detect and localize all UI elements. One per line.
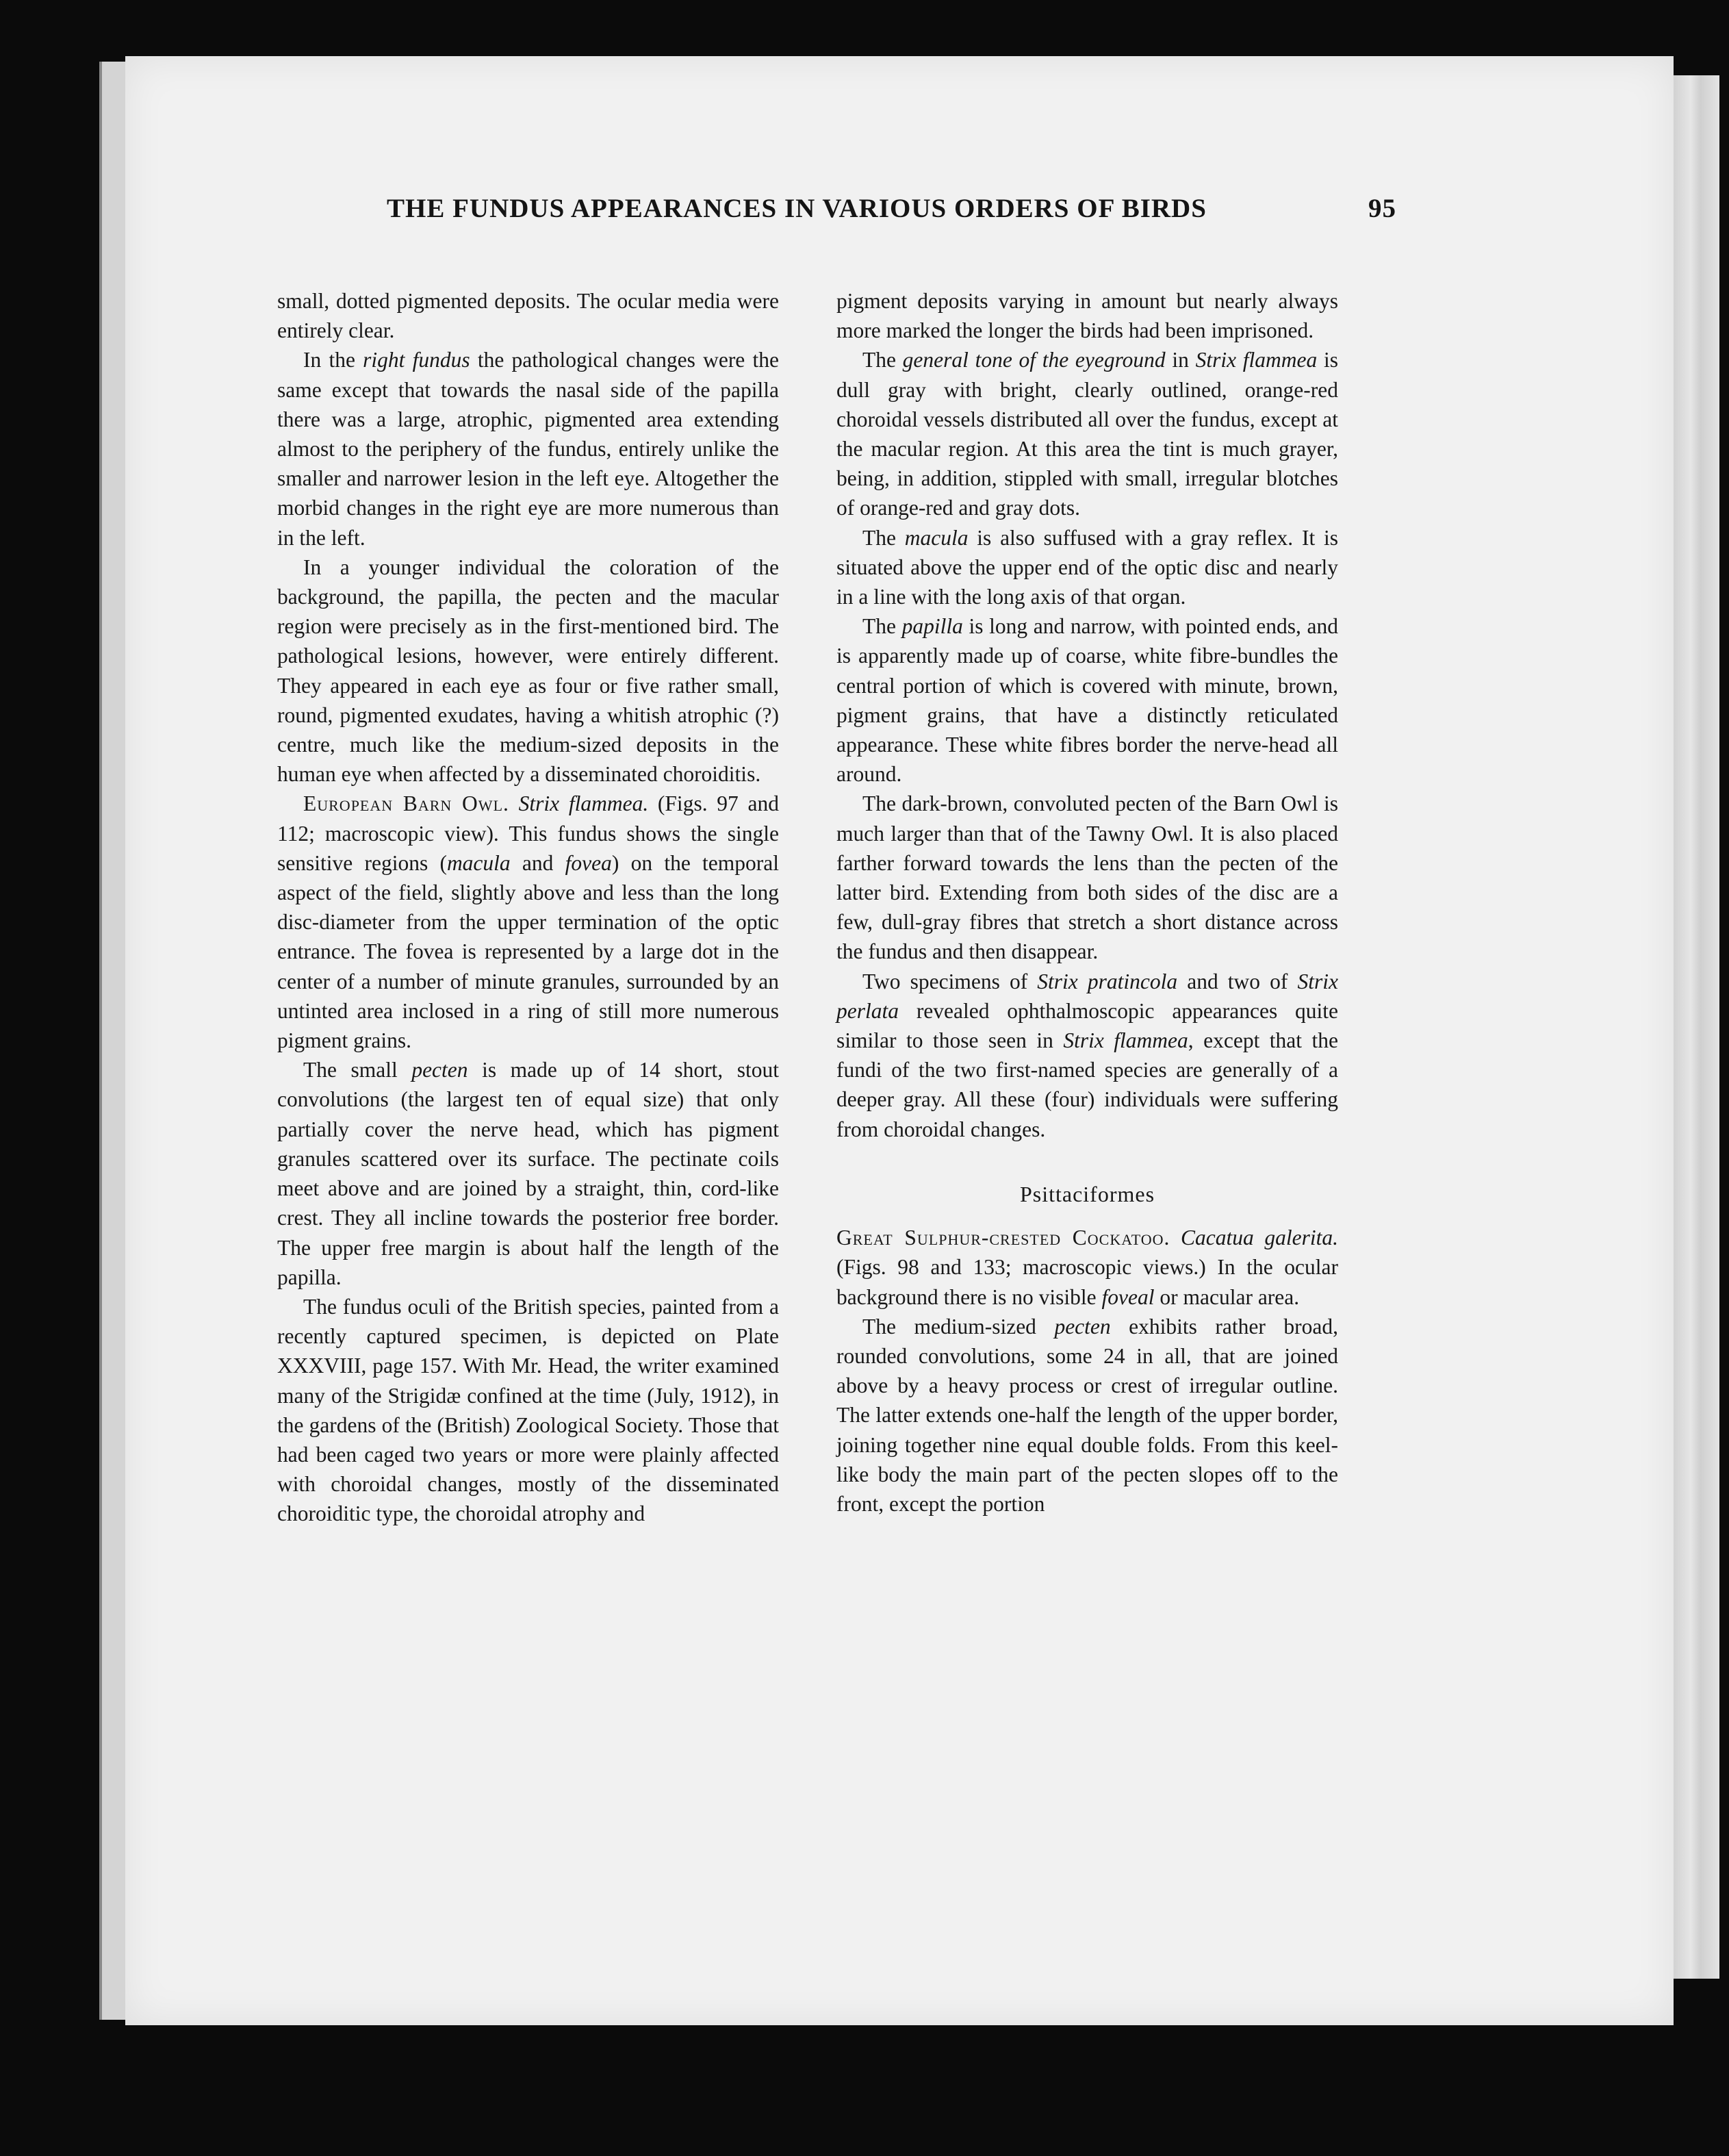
- paragraph: The medium-sized pecten exhibits rather broad, rounded convolutions, some 24 in all, that are joined above by a heavy process or crest of irregular outline. The latter extends one-half the length of the upper border, joining together nine equal double folds. From this keel-like body the main part of the pecten slopes off to the front, except the portion: [836, 1314, 1338, 1516]
- paragraph: Great Sulphur-crested Cockatoo. Cacatua galerita. (Figs. 98 and 133; macroscopic views.) In the ocular background there is no visible foveal or macular area.: [836, 1226, 1338, 1309]
- species-name: Strix flammea.: [518, 791, 649, 816]
- paragraph: Two specimens of Strix pratincola and two of Strix perlata revealed ophthalmoscopic appearances quite similar to those seen in Strix flammea, except that the fundi of the two first-named species are generally of a deeper gray. All these (four) individuals were suffering from choroidal changes.: [836, 969, 1338, 1141]
- running-title: THE FUNDUS APPEARANCES IN VARIOUS ORDERS OF BIRDS: [387, 194, 1207, 223]
- paragraph: In the right fundus the pathological changes were the same except that towards the nasal side of the papilla there was a large, atrophic, pigmented area extending almost to the periphery of the fundus, entirely unlike the smaller and narrower lesion in the left eye. Altogether the morbid changes in the right eye are more numerous than in the left.: [277, 348, 779, 550]
- paragraph: The fundus oculi of the British species, painted from a recently captured specimen, is depicted on Plate XXXVIII, page 157. With Mr. Head, the writer examined many of the Strigidæ confined at the time (July, 1912), in the gardens of the (British) Zoological Society. Those that had been caged two years or more were plainly affected with choroidal changes, mostly of the disseminated choroiditic type, the choroidal atrophy and: [277, 1294, 779, 1526]
- paragraph: pigment deposits varying in amount but nearly always more marked the longer the birds had been imprisoned.: [836, 289, 1338, 343]
- paragraph: The dark-brown, convoluted pecten of the Barn Owl is much larger than that of the Tawny Owl. It is also placed farther forward towards the lens than the pecten of the latter bird. Extending from both sides of the disc are a few, dull-gray fibres that stretch a short distance across the fundus and then disappear.: [836, 791, 1338, 964]
- section-heading: Psittaciformes: [1019, 1181, 1155, 1206]
- paragraph: The general tone of the eyeground in Strix flammea is dull gray with bright, clearly outlined, orange-red choroidal vessels distributed all over the fundus, except at the macular region. At this area the tint is much grayer, being, in addition, stippled with small, irregular blotches of orange-red and gray dots.: [836, 348, 1338, 520]
- paragraph: The macula is also suffused with a gray reflex. It is situated above the upper end of the optic disc and nearly in a line with the long axis of that organ.: [836, 525, 1338, 609]
- species-heading: Great Sulphur-crested Cockatoo.: [836, 1226, 1170, 1250]
- paragraph: small, dotted pigmented deposits. The ocular media were entirely clear.: [277, 289, 779, 343]
- species-heading: European Barn Owl.: [303, 791, 509, 816]
- paragraph: European Barn Owl. Strix flammea. (Figs. 97 and 112; macroscopic view). This fundus shows the single sensitive regions (macula and fovea) on the temporal aspect of the field, slightly above and less than the long disc-diameter from the upper termination of the optic entrance. The fovea is represented by a large dot in the center of a number of minute granules, surrounded by an untinted area inclosed in a ring of still more numerous pigment grains.: [277, 791, 780, 1053]
- page-number: 95: [1368, 194, 1396, 223]
- right-column: [836, 286, 1338, 1519]
- left-column: [277, 286, 779, 1529]
- species-name: Cacatua galerita.: [1181, 1226, 1338, 1250]
- page-stack-edge: [1670, 75, 1719, 1979]
- paragraph: The papilla is long and narrow, with pointed ends, and is apparently made up of coarse, white fibre-bundles the central portion of which is covered with minute, brown, pigment grains, that have a distinctly reticulated appearance. These white fibres border the nerve-head all around.: [836, 614, 1338, 787]
- paragraph: In a younger individual the coloration of the background, the papilla, the pecten and the macular region were precisely as in the first-mentioned bird. The pathological lesions, however, were entirely different. They appeared in each eye as four or five rather small, round, pigmented exudates, having a whitish atrophic (?) centre, much like the medium-sized deposits in the human eye when affected by a disseminated choroiditis.: [277, 555, 779, 787]
- running-header: [260, 193, 1396, 241]
- paragraph: The small pecten is made up of 14 short, stout convolutions (the largest ten of equal size) that only partially cover the nerve head, which has pigment granules scattered over its surface. The pectinate coils meet above and are joined by a straight, thin, cord-like crest. They all incline towards the posterior free border. The upper free margin is about half the length of the papilla.: [277, 1058, 779, 1289]
